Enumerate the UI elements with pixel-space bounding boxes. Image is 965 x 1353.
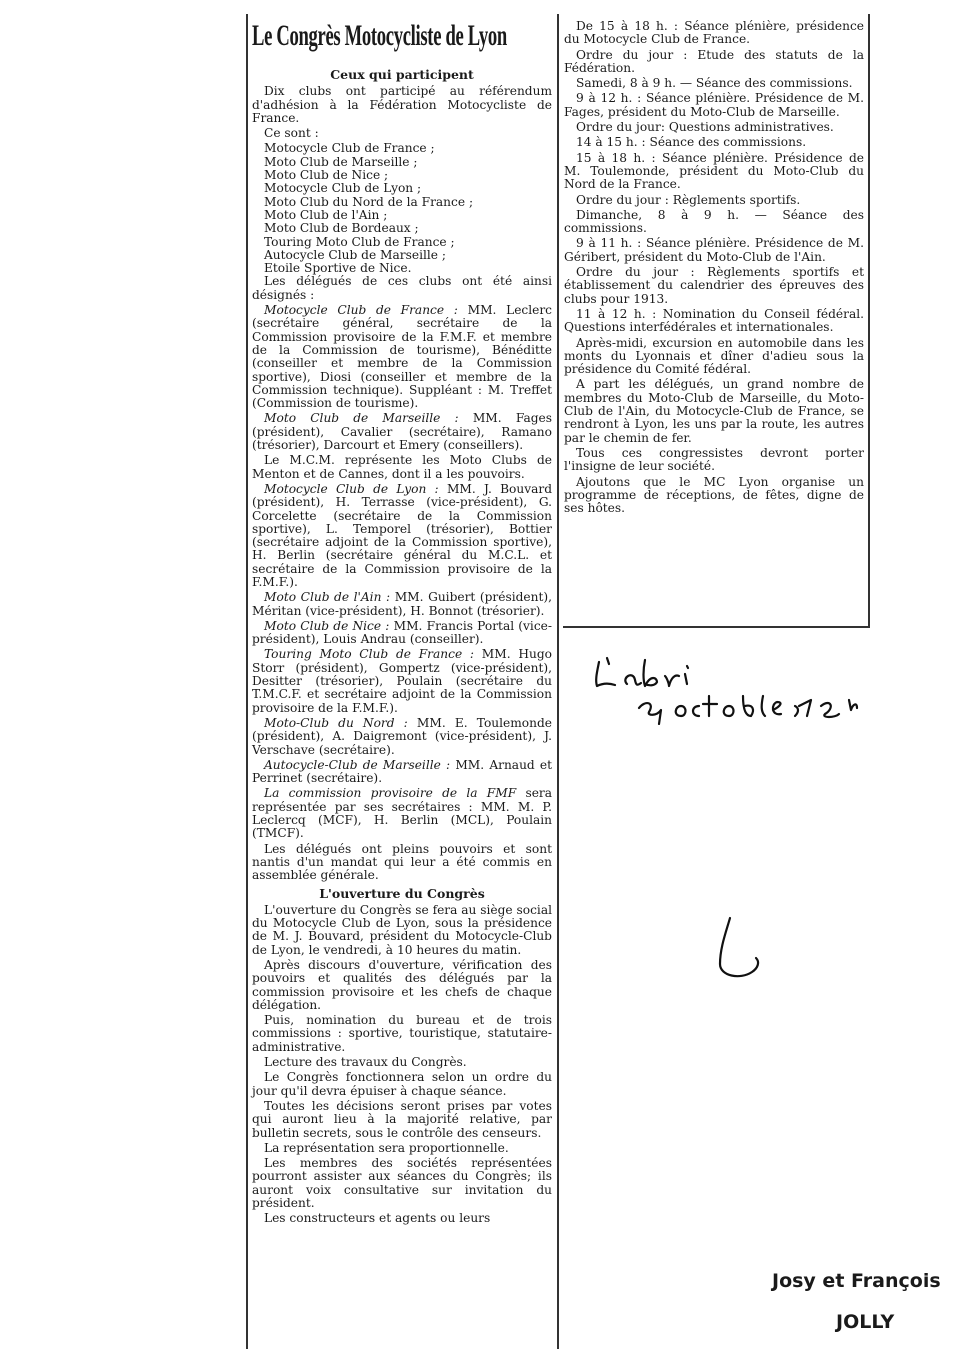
schedule-paragraph: 15 à 18 h. : Séance plénière. Présidence de M. Toulemonde, président du Moto-Club du Nord de la France.: [564, 150, 864, 192]
paragraph-delegues: Les délégués de ces clubs ont été ainsi désignés :: [252, 274, 552, 302]
article-title: Le Congrès Motocycliste de Lyon: [252, 19, 507, 52]
paragraph-intro: Dix clubs ont participé au référendum d'adhésion à la Fédération Motocycliste de France.: [252, 84, 552, 125]
credit-line-2: JOLLY: [836, 1311, 895, 1333]
right-column-bottom-rule: [563, 626, 869, 628]
club-name-tmcf: Touring Moto Club de France :: [264, 647, 475, 662]
paragraph-nice: [252, 620, 552, 647]
paragraph-mcm: [252, 412, 552, 452]
delegates-mcf: MM. Leclerc (secrétaire général, secrétaire de la Commission provisoire de la F.M.F. et membre de la Commission de tourisme), Bénéditte (conseiller et membre de la Commission sportive), Diosi (conseiller et membre de la Commission technique). Suppléant : M. Treffet (Commission de tourisme).: [252, 303, 553, 411]
paragraph-ouverture-8: Les membres des sociétés représentées pourront assister aux séances du Congrès; ils auront voix consultative sur invitation du président.: [252, 1156, 552, 1211]
list-item: Motocycle Club de France ;: [264, 141, 435, 156]
paragraph-ain: [252, 591, 552, 618]
paragraph-ouverture-3: Puis, nomination du bureau et de trois commissions : sportive, touristique, statutaire-administrative.: [252, 1013, 552, 1054]
list-item: Moto Club de Bordeaux ;: [264, 221, 419, 236]
left-column-rule: [246, 14, 248, 1349]
delegates-nord: MM. E. Toulemonde (président), A. Daigremont (vice-président), J. Verschave (secrétaire).: [252, 715, 552, 757]
paragraph-pouvoirs: Les délégués ont pleins pouvoirs et sont nantis d'un mandat qui leur a été commis en assemblée générale.: [252, 841, 552, 883]
list-item: Moto Club de Nice ;: [264, 168, 389, 183]
list-item: Motocycle Club de Lyon ;: [264, 181, 422, 196]
list-item: Autocycle Club de Marseille ;: [264, 247, 446, 262]
schedule-paragraph: 9 à 11 h. : Séance plénière. Présidence de M. Géribert, président du Moto-Club de l'Ain.: [564, 236, 864, 264]
schedule-paragraph: 9 à 12 h. : Séance plénière. Présidence de M. Fages, président du Moto-Club de Marseille.: [564, 91, 864, 119]
paragraph-ouverture-6: Toutes les décisions seront prises par votes qui auront lieu à la majorité relative, par bulletin secrets, sous le contrôle des censeurs.: [252, 1098, 552, 1140]
club-name-nice: Moto Club de Nice :: [264, 618, 390, 633]
paragraph-mcm-note: Le M.C.M. représente les Moto Clubs de Menton et de Cannes, dont il a les pouvoirs.: [252, 453, 552, 481]
schedule-paragraph: Ordre du jour : Règlements sportifs.: [576, 192, 801, 207]
delegates-fmf: sera représentée par ses secrétaires : MM. M. P. Leclercq (MCF), H. Berlin (MCL), Poulain (TMCF).: [252, 786, 552, 841]
credit-line-1: Josy et François: [772, 1270, 941, 1292]
paragraph-nord: [252, 717, 552, 757]
club-name-mcl: Motocycle Club de Lyon :: [264, 481, 439, 496]
schedule-paragraph: Dimanche, 8 à 9 h. — Séance des commissions.: [564, 207, 864, 236]
paragraph-ouverture-2: Après discours d'ouverture, vérification des pouvoirs et qualités des délégués par la commission provisoire et les chefs de chaque délégation.: [252, 958, 552, 1012]
delegates-acm: MM. Arnaud et Perrinet (secrétaire).: [252, 757, 553, 786]
club-list: [252, 142, 552, 275]
list-item: Moto Club de l'Ain ;: [264, 207, 388, 222]
handwritten-date-note: [585, 650, 885, 725]
paragraph-ouverture-1: L'ouverture du Congrès se fera au siège social du Motocycle Club de Lyon, sous la présidence de M. J. Bouvard, président du Motocycle-Club de Lyon, le vendredi, à 10 heures du matin.: [252, 902, 552, 957]
paragraph-ouverture-4: Lecture des travaux du Congrès.: [264, 1055, 467, 1070]
schedule-paragraph: Samedi, 8 à 9 h. — Séance des commissions.: [576, 76, 853, 91]
club-name-nord: Moto-Club du Nord :: [264, 715, 408, 730]
paragraph-tmcf: [252, 648, 552, 714]
paragraph-ce-sont: Ce sont :: [264, 126, 319, 141]
club-name-mcf: Motocycle Club de France :: [264, 303, 458, 318]
schedule-paragraph: Ordre du jour: Questions administratives.: [576, 120, 834, 135]
paragraph-excursion: Après-midi, excursion en automobile dans les monts du Lyonnais et dîner d'adieu sous la présidence du Comité fédéral.: [564, 335, 864, 377]
paragraph-receptions: Ajoutons que le MC Lyon organise un programme de réceptions, de fêtes, digne de ses hôtes.: [564, 474, 864, 516]
paragraph-fmf: [252, 787, 552, 840]
center-column-rule: [557, 14, 559, 1349]
club-name-acm: Autocycle-Club de Marseille :: [264, 757, 451, 772]
paragraph-insigne: Tous ces congressistes devront porter l'insigne de leur société.: [564, 445, 864, 474]
list-item: Moto Club du Nord de la France ;: [264, 194, 474, 209]
delegates-mcm: MM. Fages (président), Cavalier (secrétaire), Ramano (trésorier), Darcourt et Emery (conseillers).: [252, 411, 552, 453]
paragraph-acm: [252, 759, 552, 786]
list-item: Moto Club de Marseille ;: [264, 154, 418, 169]
paragraph-ouverture-7: La représentation sera proportionnelle.: [264, 1140, 509, 1155]
commission-name-fmf: La commission provisoire de la FMF: [264, 786, 517, 801]
delegates-tmcf: MM. Hugo Storr (président), Gompertz (vice-président), Desitter (trésorier), Poulain (secrétaire du T.M.C.F. et secrétaire adjoint de la Commission provisoire de la F.M.F.).: [252, 647, 552, 715]
paragraph-ouverture-5: Le Congrès fonctionnera selon un ordre du jour qu'il devra épuiser à chaque séance.: [252, 1070, 552, 1098]
paragraph-mcf: [252, 304, 552, 410]
schedule-paragraph: 14 à 15 h. : Séance des commissions.: [576, 135, 807, 150]
right-column-rule: [868, 14, 870, 628]
delegates-nice: MM. Francis Portal (vice-président), Louis Andrau (conseiller).: [252, 618, 552, 647]
section-heading-ouverture: L'ouverture du Congrès: [319, 885, 485, 901]
delegates-ain: MM. Guibert (président), Méritan (vice-président), H. Bonnot (trésorier).: [252, 590, 553, 618]
list-item: Touring Moto Club de France ;: [264, 234, 455, 249]
paragraph-delegations: A part les délégués, un grand nombre de membres du Moto-Club de Marseille, du Moto-Club de l'Ain, du Motocycle-Club de France, se rendront à Lyon, les uns par la route, les autres par le chemin de fer.: [564, 377, 864, 445]
schedule-paragraph: Ordre du jour : Etude des statuts de la Fédération.: [564, 47, 864, 75]
club-name-mcm: Moto Club de Marseille :: [264, 411, 459, 426]
paragraph-mcl: [252, 483, 552, 589]
schedule-paragraph: De 15 à 18 h. : Séance plénière, présidence du Motocycle Club de France.: [564, 19, 864, 47]
list-item: Etoile Sportive de Nice.: [264, 261, 412, 276]
delegates-mcl: MM. J. Bouvard (président), H. Terrasse (vice-président), G. Corcelette (secrétaire de la Commission sportive), L. Temporel (trésorier), Bottier (secrétaire adjoint de la Commission sportive), H. Berlin (secrétaire général du M.C.L. et secrétaire de la Commission provisoire de la F.M.F.).: [252, 481, 553, 589]
club-name-ain: Moto Club de l'Ain :: [264, 590, 391, 605]
paragraph-ouverture-9: Les constructeurs et agents ou leurs: [264, 1211, 491, 1226]
article-column-right: [564, 20, 864, 517]
handwritten-mark: [700, 912, 780, 990]
section-heading-participants: Ceux qui participent: [330, 67, 474, 82]
schedule-paragraph: 11 à 12 h. : Nomination du Conseil fédéral. Questions interfédérales et internationales.: [564, 306, 864, 335]
schedule-paragraph: Ordre du jour : Règlements sportifs et établissement du calendrier des épreuves des clubs pour 1913.: [564, 265, 864, 306]
article-column-left: [252, 16, 552, 1228]
